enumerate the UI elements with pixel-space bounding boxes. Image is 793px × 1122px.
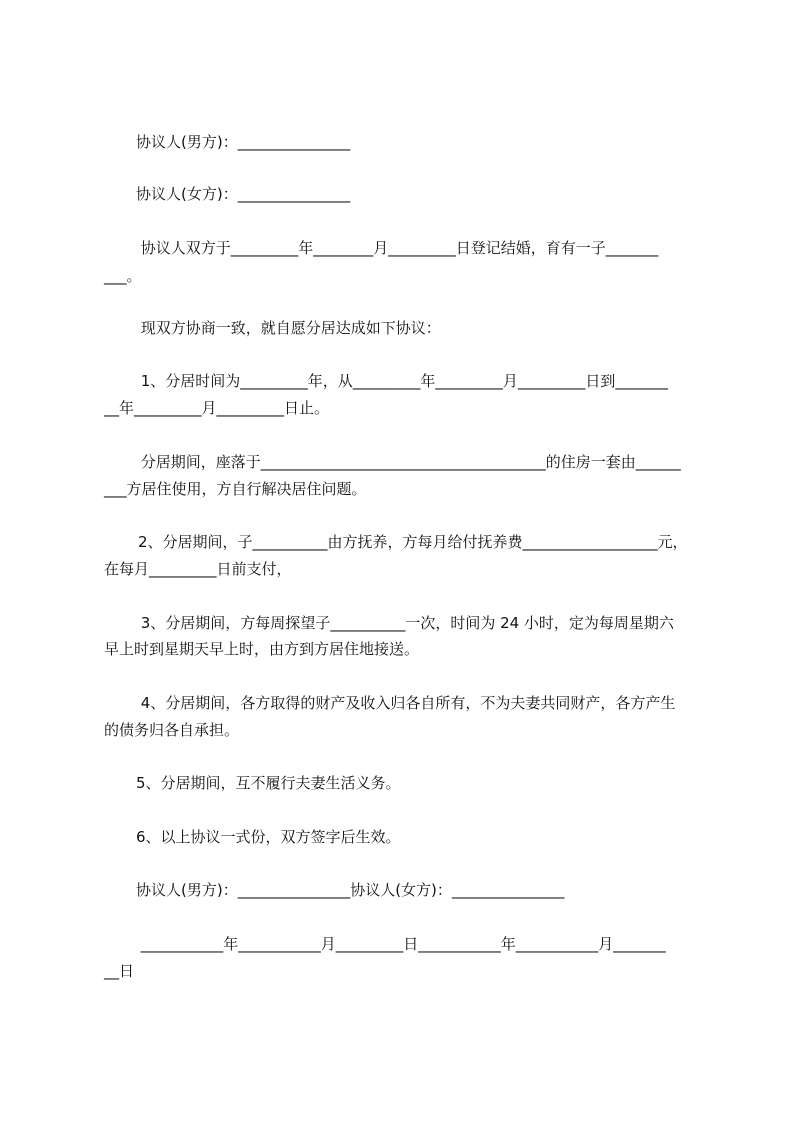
date-line-1: ___________年___________月_________日___________年___________月_______	[136, 935, 666, 953]
marriage-info-line-2: ___。	[104, 267, 142, 285]
clause-3-line-1: 3、分居期间，方每周探望子__________一次，时间为 24 小时，定为每周星期六	[136, 614, 674, 632]
intro-line: 现双方协商一致，就自愿分居达成如下协议：	[136, 319, 441, 337]
date-line-2: __日	[104, 962, 135, 980]
marriage-info-line-1: 协议人双方于_________年________月_________日登记结婚，育有一子_______	[136, 239, 659, 257]
clause-4-line-2: 的债务归各自承担。	[104, 721, 240, 739]
residence-line-1: 分居期间，座落于______________________________________的住房一套由______	[136, 453, 681, 471]
clause-2-line-2: 在每月_________日前支付，	[104, 560, 292, 578]
clause-1-line-1: 1、分居时间为_________年，从_________年_________月_________日到_______	[136, 372, 668, 390]
husband-party-line: 协议人(男方)：_______________	[136, 133, 351, 151]
clause-5-line: 5、分居期间，互不履行夫妻生活义务。	[136, 774, 401, 792]
clause-6-line: 6、以上协议一式份，双方签字后生效。	[136, 828, 401, 846]
signature-line: 协议人(男方)：_______________协议人(女方)：_______________	[136, 881, 565, 899]
clause-2-line-1: 2、分居期间，子__________由方抚养，方每月给付抚养费__________________元，	[138, 533, 688, 551]
wife-party-line: 协议人(女方)：_______________	[136, 185, 351, 203]
clause-3-line-2: 早上时到星期天早上时，由方到方居住地接送。	[104, 640, 420, 658]
residence-line-2: ___方居住使用，方自行解决居住问题。	[104, 480, 367, 498]
clause-4-line-1: 4、分居期间，各方取得的财产及收入归各自所有，不为夫妻共同财产，各方产生	[136, 694, 676, 712]
clause-1-line-2: __年_________月_________日止。	[104, 399, 330, 417]
